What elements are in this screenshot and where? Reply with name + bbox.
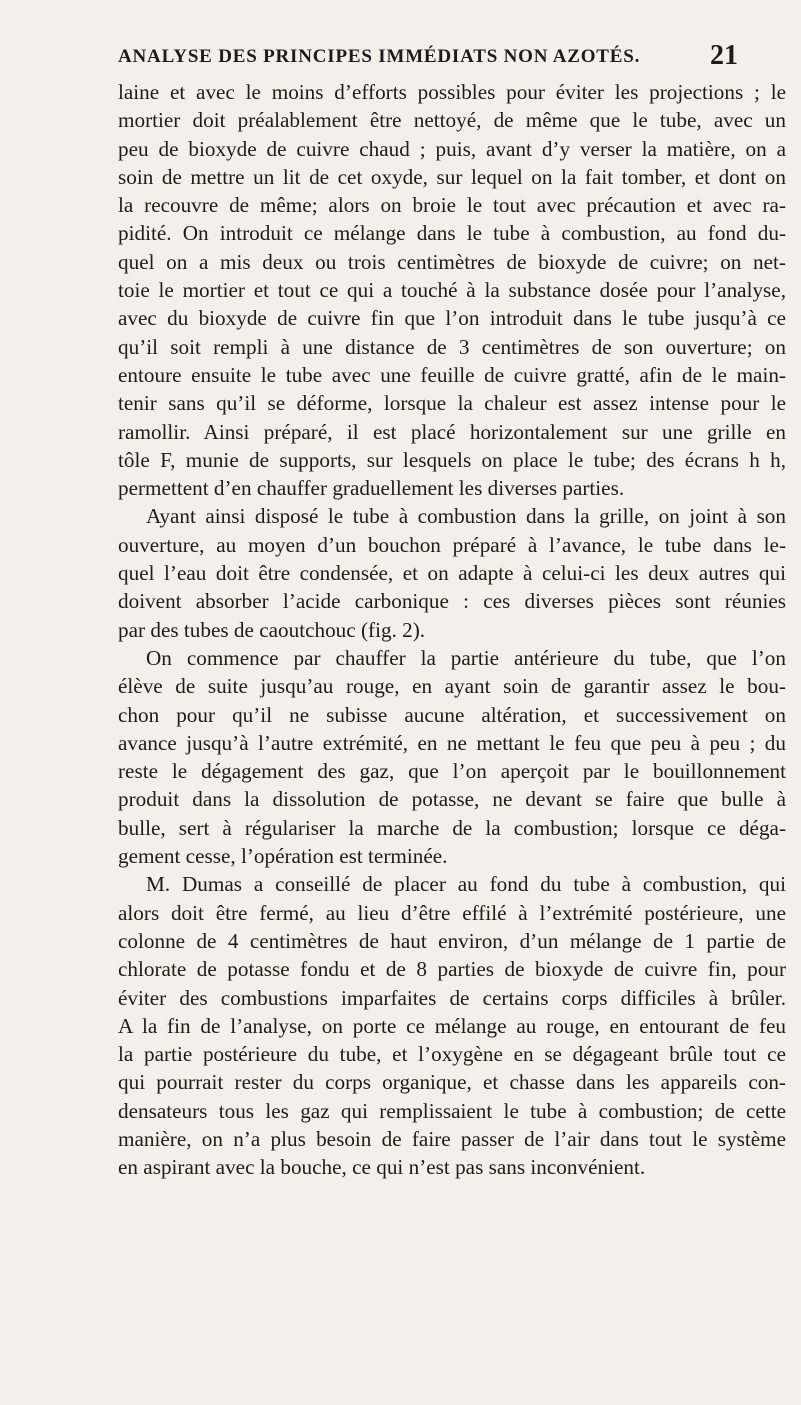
text-line: peu de bioxyde de cuivre chaud ; puis, avant d’y verser la matière, on a: [118, 136, 786, 161]
text-line: qu’il soit rempli à une distance de 3 centimètres de son ouverture; on: [118, 334, 786, 359]
text-line: par des tubes de caoutchouc (fig. 2).: [118, 617, 426, 642]
text-line: entoure ensuite le tube avec une feuille de cuivre gratté, afin de le main-: [118, 362, 786, 387]
text-line: qui pourrait rester du corps organique, et chasse dans les appareils con-: [118, 1070, 786, 1095]
text-line: permettent d’en chauffer graduellement les diverses parties.: [118, 476, 625, 501]
text-line: gement cesse, l’opération est terminée.: [118, 844, 448, 869]
text-line: tôle F, munie de supports, sur lesquels on place le tube; des écrans h h,: [118, 447, 786, 472]
body-text: [118, 78, 786, 1182]
text-line: chon pour qu’il ne subisse aucune altération, et successivement on: [118, 702, 786, 727]
text-line: densateurs tous les gaz qui remplissaient le tube à combustion; de cette: [118, 1098, 786, 1123]
text-line: bulle, sert à régulariser la marche de la combustion; lorsque ce déga-: [118, 815, 786, 840]
text-line: alors doit être fermé, au lieu d’être effilé à l’extrémité postérieure, une: [118, 900, 786, 925]
paragraph: [118, 502, 786, 643]
text-line: éviter des combustions imparfaites de certains corps difficiles à brûler.: [118, 985, 786, 1010]
text-line: produit dans la dissolution de potasse, ne devant se faire que bulle à: [118, 787, 786, 812]
text-line: avec du bioxyde de cuivre fin que l’on introduit dans le tube jusqu’à ce: [118, 306, 786, 331]
text-line: manière, on n’a plus besoin de faire passer de l’air dans tout le système: [118, 1126, 786, 1151]
text-line: quel l’eau doit être condensée, et on adapte à celui-ci les deux autres qui: [118, 561, 786, 586]
text-line: ouverture, au moyen d’un bouchon préparé à l’avance, le tube dans le-: [118, 532, 786, 557]
running-header: [118, 42, 738, 70]
page-number: 21: [710, 40, 738, 71]
text-line: quel on a mis deux ou trois centimètres de bioxyde de cuivre; on net-: [118, 249, 786, 274]
text-line: toie le mortier et tout ce qui a touché à la substance dosée pour l’analyse,: [118, 278, 786, 303]
text-line: M. Dumas a conseillé de placer au fond du tube à combustion, qui: [146, 872, 786, 897]
text-line: en aspirant avec la bouche, ce qui n’est pas sans inconvénient.: [118, 1155, 646, 1180]
text-line: colonne de 4 centimètres de haut environ, d’un mélange de 1 partie de: [118, 928, 786, 953]
text-line: On commence par chauffer la partie antérieure du tube, que l’on: [146, 645, 786, 670]
text-line: avance jusqu’à l’autre extrémité, en ne mettant le feu que peu à peu ; du: [118, 730, 786, 755]
text-line: mortier doit préalablement être nettoyé, de même que le tube, avec un: [118, 108, 786, 133]
text-line: élève de suite jusqu’au rouge, en ayant soin de garantir assez le bou-: [118, 674, 786, 699]
text-line: A la fin de l’analyse, on porte ce mélange au rouge, en entourant de feu: [118, 1013, 786, 1038]
text-line: ramollir. Ainsi préparé, il est placé horizontalement sur une grille en: [118, 419, 786, 444]
text-line: laine et avec le moins d’efforts possibles pour éviter les projections ; le: [118, 80, 786, 104]
text-line: doivent absorber l’acide carbonique : ces diverses pièces sont réunies: [118, 589, 786, 614]
paragraph: [118, 644, 786, 870]
text-line: reste le dégagement des gaz, que l’on aperçoit par le bouillonnement: [118, 759, 786, 784]
paragraph: [118, 870, 786, 1181]
text-line: pidité. On introduit ce mélange dans le tube à combustion, au fond du-: [118, 221, 786, 246]
text-line: la recouvre de même; alors on broie le tout avec précaution et avec ra-: [118, 193, 786, 218]
text-line: soin de mettre un lit de cet oxyde, sur lequel on la fait tomber, et dont on: [118, 164, 786, 189]
paragraph: [118, 78, 786, 502]
text-line: la partie postérieure du tube, et l’oxygène en se dégageant brûle tout ce: [118, 1042, 786, 1067]
text-line: Ayant ainsi disposé le tube à combustion dans la grille, on joint à son: [146, 504, 786, 529]
text-line: tenir sans qu’il se déforme, lorsque la chaleur est assez intense pour le: [118, 391, 786, 416]
text-line: chlorate de potasse fondu et de 8 parties de bioxyde de cuivre fin, pour: [118, 957, 786, 982]
running-title: ANALYSE DES PRINCIPES IMMÉDIATS NON AZOTÉS.: [118, 46, 641, 67]
